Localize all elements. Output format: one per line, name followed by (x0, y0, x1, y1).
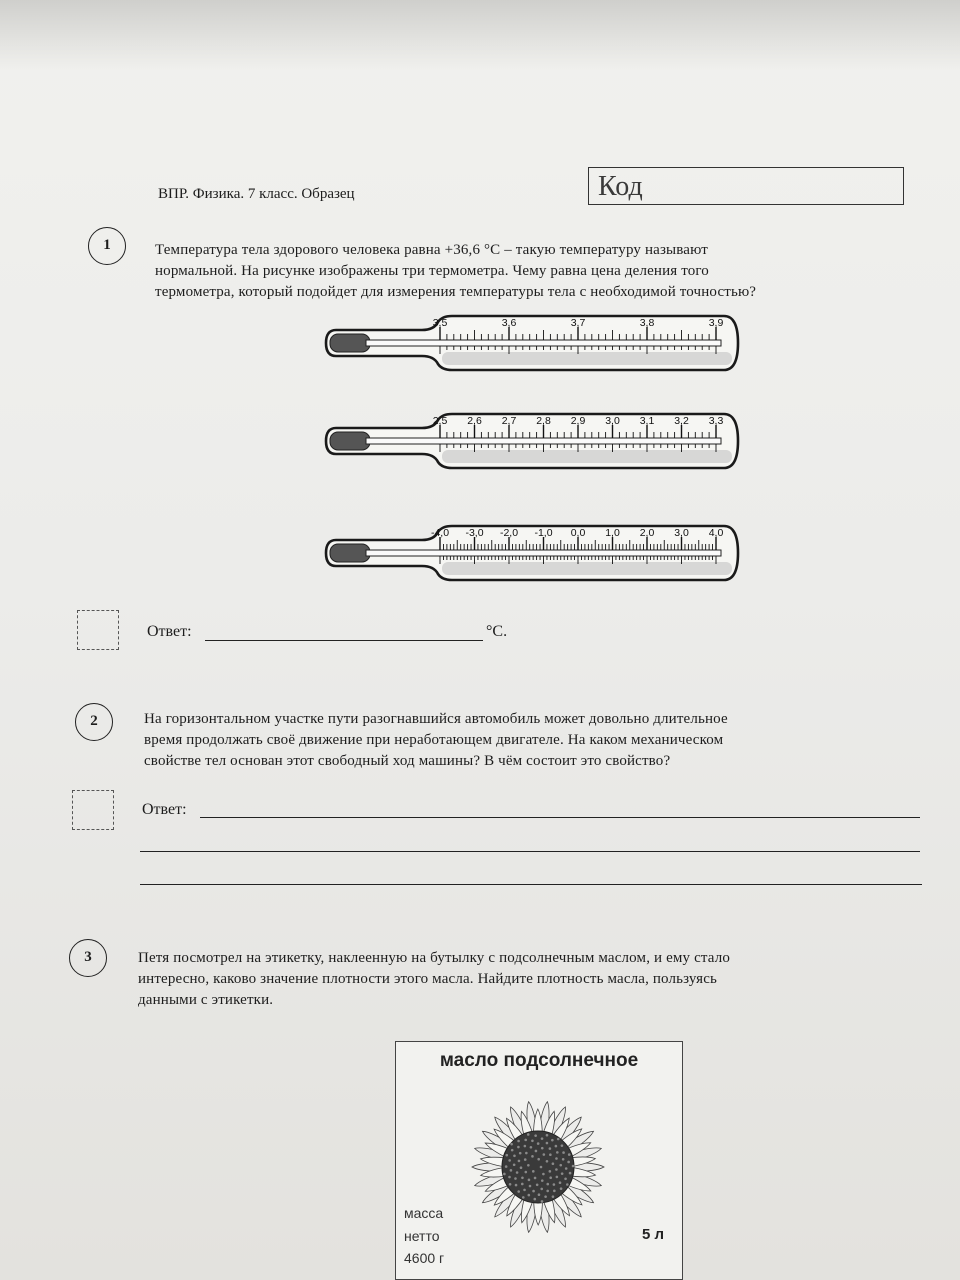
thermometer-tick-label: -3,0 (465, 527, 484, 539)
question-2-line: время продолжать своё движение при неработающем двигателе. На каком механическом (144, 732, 724, 748)
code-box (588, 167, 904, 205)
question-2-number: 2 (75, 703, 113, 741)
thermometer-tick-label: 2,8 (536, 415, 551, 427)
thermometer-tick-label: 2,7 (501, 415, 517, 427)
question-3-text (138, 948, 930, 1011)
answer-2-line-2[interactable] (140, 851, 920, 852)
question-1-line: нормальной. На рисунке изображены три термометра. Чему равна цена деления того (155, 263, 709, 279)
thermometer-tick-label: 3,6 (501, 317, 517, 329)
thermometer-tick-label: 2,5 (432, 415, 448, 427)
answer-1-unit: °С. (486, 623, 508, 640)
question-1-line: Температура тела здорового человека равна +36,6 °С – такую температуру называют (155, 242, 708, 258)
question-1-line: термометра, который подойдет для измерения температуры тела с необходимой точностью? (155, 284, 757, 300)
thermometer-tick-label: 2,6 (467, 415, 482, 427)
question-2-text (144, 709, 918, 772)
thermometer-tick-label: -1,0 (534, 527, 553, 539)
thermometer-tick-label: 4,0 (708, 527, 724, 539)
oil-volume: 5 л (641, 1226, 664, 1243)
page-shadow (0, 0, 960, 70)
thermometer-tick-label: 2,9 (570, 415, 586, 427)
thermometer-tick-label: -4,0 (430, 527, 450, 539)
question-3-number: 3 (69, 939, 107, 977)
answer-2-line-3[interactable] (140, 884, 922, 885)
thermometer-tick-label: -2,0 (499, 527, 519, 539)
answer-2-line-1[interactable] (200, 817, 920, 818)
code-label: Код (598, 171, 643, 202)
oil-net-word: нетто (404, 1228, 440, 1244)
score-box-2 (72, 790, 114, 830)
thermometer-tick-label: 2,0 (639, 527, 655, 539)
question-3-line: данными с этикетки. (138, 992, 274, 1008)
thermometer-tick-label: 3,7 (570, 317, 586, 329)
question-3-line: интересно, каково значение плотности этого масла. Найдите плотность масла, пользуясь (138, 971, 718, 987)
question-1-number: 1 (88, 227, 126, 265)
oil-label (395, 1041, 683, 1280)
thermometer-tick-label: 3,0 (674, 527, 689, 539)
thermometer-tick-label: 3,8 (639, 317, 655, 329)
thermometer-tick-label: 3,2 (674, 415, 689, 427)
question-2-line: На горизонтальном участке пути разогнавшийся автомобиль может довольно длительное (144, 711, 728, 727)
sunflower-icon (465, 1094, 611, 1240)
thermometer-tick-label: 3,5 (432, 317, 448, 329)
header-title: ВПР. Физика. 7 класс. Образец (158, 186, 355, 202)
thermometer-tick-label: 3,3 (708, 415, 724, 427)
question-1-text (155, 240, 900, 303)
oil-label-title: масло подсолнечное (439, 1050, 639, 1071)
thermometer-3 (322, 522, 742, 584)
thermometer-tick-label: 3,9 (708, 317, 724, 329)
oil-mass-word: масса (404, 1205, 444, 1221)
question-2-line: свойстве тел основан этот свободный ход машины? В чём состоит это свойство? (144, 753, 671, 769)
oil-mass-value: 4600 г (404, 1250, 445, 1266)
thermometer-tick-label: 0,0 (570, 527, 586, 539)
score-box-1 (77, 610, 119, 650)
answer-1-label: Ответ: (147, 623, 192, 640)
thermometer-tick-label: 3,1 (639, 415, 655, 427)
answer-2-label: Ответ: (142, 801, 187, 818)
thermometer-tick-label: 1,0 (605, 527, 620, 539)
answer-1-line[interactable] (205, 640, 483, 641)
question-3-line: Петя посмотрел на этикетку, наклеенную на бутылку с подсолнечным маслом, и ему стало (138, 950, 730, 966)
thermometer-2 (322, 410, 742, 472)
thermometer-1 (322, 312, 742, 374)
thermometer-tick-label: 3,0 (605, 415, 620, 427)
